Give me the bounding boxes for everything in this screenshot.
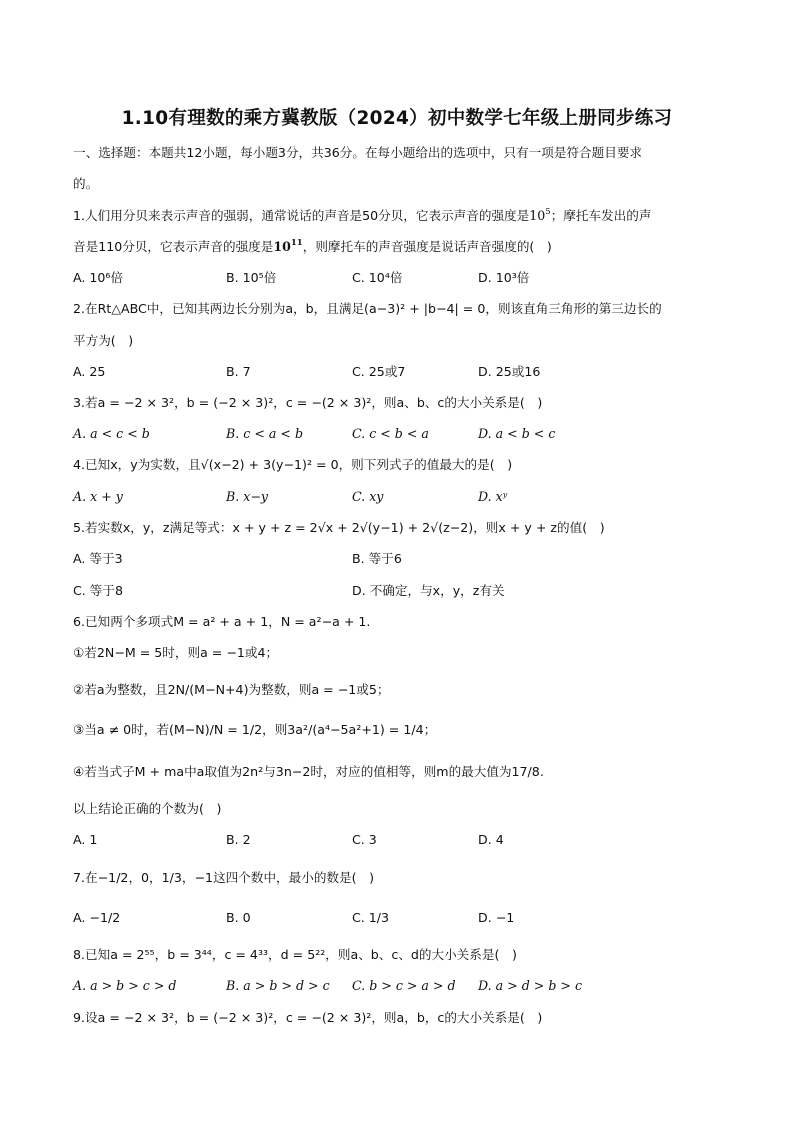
statement-3: ③当a ≠ 0时，若(M−N)/N = 1/2，则3a²/(a⁴−5a²+1) = 1/4； <box>73 722 437 737</box>
question-number: 6. <box>73 614 86 629</box>
option-c[interactable]: C. xy <box>352 489 384 504</box>
question-number: 1. <box>73 208 86 223</box>
question-6 <box>73 614 370 630</box>
question-number: 2. <box>73 301 86 316</box>
option-d[interactable]: D. 不确定，与x，y，z有关 <box>352 583 505 598</box>
option-c[interactable]: C. 3 <box>352 832 377 847</box>
question-7 <box>73 870 374 886</box>
question-text: 已知a = 2⁵⁵，b = 3⁴⁴，c = 4³³，d = 5²²，则a、b、c、d的大小关系是( ) <box>85 947 517 962</box>
option-c[interactable]: C. 25或7 <box>352 364 406 379</box>
question-2-cont: 平方为( ) <box>73 333 134 348</box>
section-heading-cont: 的。 <box>73 176 99 191</box>
question-8 <box>73 947 517 963</box>
question-text: 在Rt△ABC中，已知其两边长分别为a，b，且满足(a−3)² + |b−4| = 0，则该直角三角形的第三边长的 <box>85 301 662 316</box>
question-1-cont: 音是110分贝，它表示声音的强度是$10^{11}$，则摩托车的声音强度是说话声音强度的( ) <box>73 238 552 254</box>
question-number: 3. <box>73 395 86 410</box>
question-3 <box>73 395 542 411</box>
question-number: 4. <box>73 457 86 472</box>
option-b[interactable]: B. 0 <box>226 910 251 925</box>
question-number: 9. <box>73 1010 86 1025</box>
option-b[interactable]: B. 2 <box>226 832 251 847</box>
math-expr: $10^5$ <box>529 207 551 223</box>
option-d[interactable]: D. 25或16 <box>478 364 541 379</box>
question-6-prompt: 以上结论正确的个数为( ) <box>73 801 222 816</box>
math-expr: $10^{11}$ <box>273 238 303 254</box>
question-number: 5. <box>73 520 86 535</box>
option-a[interactable]: A. 等于3 <box>73 551 123 566</box>
question-text: 已知两个多项式M = a² + a + 1，N = a²−a + 1. <box>85 614 371 629</box>
option-d[interactable]: D. a < b < c <box>478 426 556 441</box>
question-2 <box>73 301 662 317</box>
option-b[interactable]: B. 7 <box>226 364 251 379</box>
option-a[interactable]: A. 1 <box>73 832 98 847</box>
option-d[interactable]: D. xʸ <box>478 489 508 504</box>
option-a[interactable]: A. −1/2 <box>73 910 121 925</box>
question-text: 在−1/2，0，1/3，−1这四个数中，最小的数是( ) <box>85 870 375 885</box>
option-a[interactable]: A. x + y <box>73 489 123 504</box>
option-a[interactable]: A. 25 <box>73 364 106 379</box>
question-number: 8. <box>73 947 86 962</box>
question-4 <box>73 457 512 473</box>
option-a[interactable]: A. 10⁶倍 <box>73 270 124 285</box>
option-c[interactable]: C. 等于8 <box>73 583 123 598</box>
statement-4: ④若当式子M + ma中a取值为2n²与3n−2时，对应的值相等，则m的最大值为17/8. <box>73 764 544 779</box>
option-b[interactable]: B. 10⁵倍 <box>226 270 277 285</box>
option-c[interactable]: C. b > c > a > d <box>352 978 456 993</box>
option-d[interactable]: D. 10³倍 <box>478 270 530 285</box>
page-title: 1.10有理数的乘方冀教版（2024）初中数学七年级上册同步练习 <box>121 108 673 129</box>
option-c[interactable]: C. c < b < a <box>352 426 429 441</box>
question-5 <box>73 520 605 536</box>
option-d[interactable]: D. a > d > b > c <box>478 978 583 993</box>
option-a[interactable]: A. a < c < b <box>73 426 150 441</box>
option-c[interactable]: C. 10⁴倍 <box>352 270 403 285</box>
option-b[interactable]: B. a > b > d > c <box>226 978 330 993</box>
option-b[interactable]: B. 等于6 <box>352 551 402 566</box>
question-text: 设a = −2 × 3²，b = (−2 × 3)²，c = −(2 × 3)²，则a，b，c的大小关系是( ) <box>85 1010 543 1025</box>
option-d[interactable]: D. 4 <box>478 832 504 847</box>
question-1: 1.人们用分贝来表示声音的强弱，通常说话的声音是50分贝，它表示声音的强度是$10^5$；摩托车发出的声 <box>73 207 652 223</box>
option-a[interactable]: A. a > b > c > d <box>73 978 177 993</box>
question-text: 若a = −2 × 3²，b = (−2 × 3)²，c = −(2 × 3)²，则a、b、c的大小关系是( ) <box>85 395 543 410</box>
section-heading: 一、选择题：本题共12小题，每小题3分，共36分。在每小题给出的选项中，只有一项是符合题目要求 <box>73 145 643 160</box>
question-text: 已知x，y为实数，且√(x−2) + 3(y−1)² = 0，则下列式子的值最大的是( ) <box>85 457 513 472</box>
option-b[interactable]: B. c < a < b <box>226 426 304 441</box>
statement-2: ②若a为整数，且2N/(M−N+4)为整数，则a = −1或5； <box>73 682 390 697</box>
statement-1: ①若2N−M = 5时，则a = −1或4； <box>73 645 279 660</box>
question-text: 若实数x，y，z满足等式：x + y + z = 2√x + 2√(y−1) + 2√(z−2)，则x + y + z的值( ) <box>85 520 605 535</box>
option-b[interactable]: B. x−y <box>226 489 269 504</box>
question-number: 7. <box>73 870 86 885</box>
option-c[interactable]: C. 1/3 <box>352 910 390 925</box>
question-9 <box>73 1010 542 1026</box>
option-d[interactable]: D. −1 <box>478 910 515 925</box>
